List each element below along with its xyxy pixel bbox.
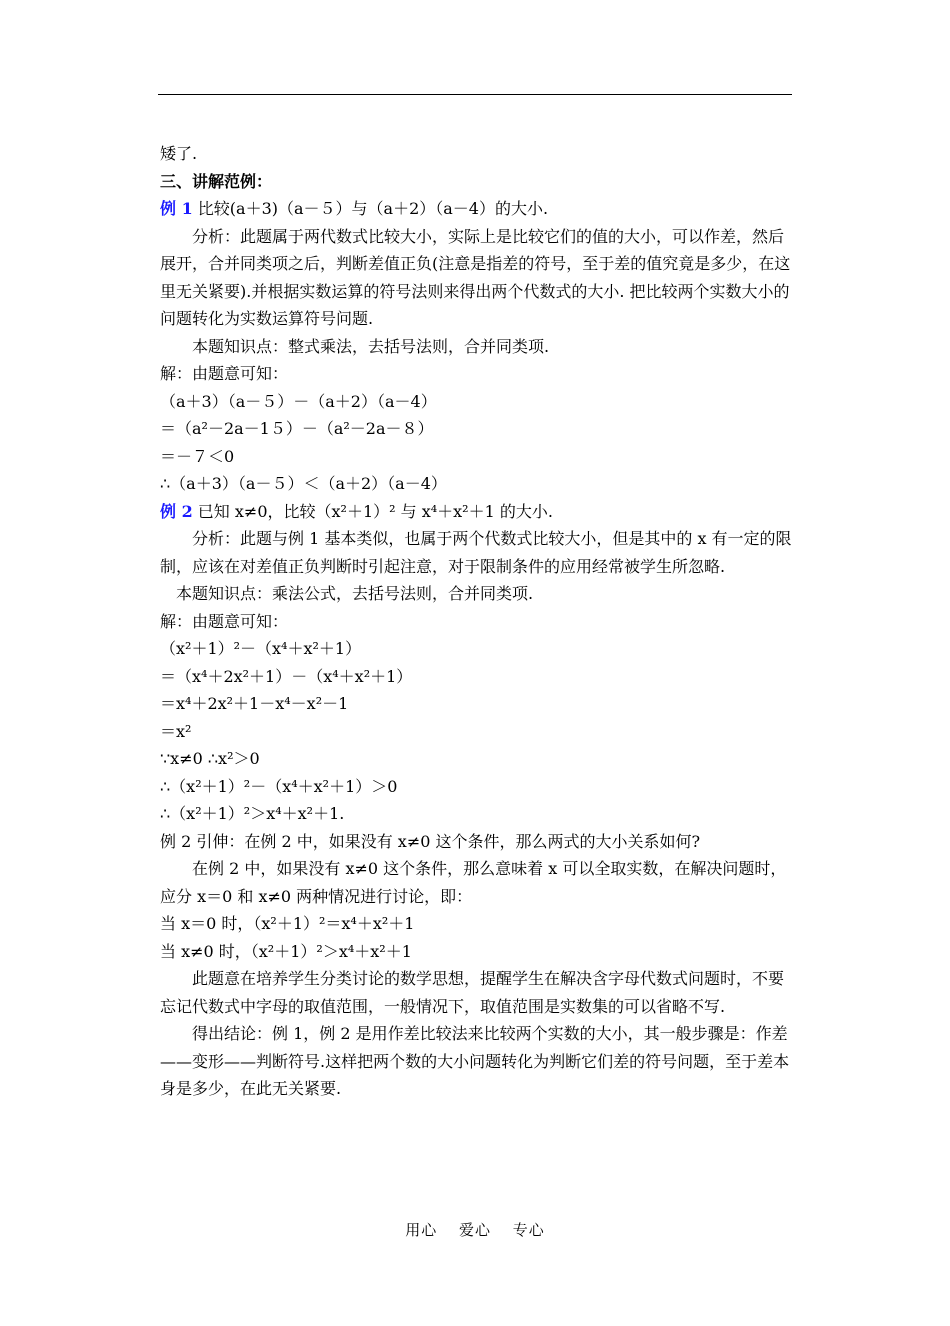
analysis-paragraph: 分析：此题属于两代数式比较大小，实际上是比较它们的值的大小，可以作差，然后展开，合并同类项之后，判断差值正负(注意是指差的符号，至于差的值究竟是多少，在这里无关紧要).并根据实数运算的符号法则来得出两个代数式的大小. 把比较两个实数大小的问题转化为实数运算符号问题.	[160, 226, 791, 328]
math-line: ∴（a＋3）（a－５）＜（a＋2）（a－4）	[160, 474, 447, 493]
section-heading: 三、讲解范例：	[160, 171, 273, 191]
analysis-paragraph: 分析：此题与例 1 基本类似，也属于两个代数式比较大小，但是其中的 x 有一定的限制，应该在对差值正负判断时引起注意，对于限制条件的应用经常被学生所忽略.	[160, 529, 792, 576]
conclusion-paragraph: 得出结论：例 1，例 2 是用作差比较法来比较两个实数的大小，其一般步骤是：作差——变形——判断符号.这样把两个数的大小问题转化为判断它们差的符号问题，至于差本身是多少，在此无关紧要.	[160, 1024, 790, 1098]
math-line: ＝－７＜0	[160, 446, 235, 466]
math-line: ＝x²	[160, 721, 192, 741]
math-line: ∴（x²＋1）²－（x⁴＋x²＋1）＞0	[160, 776, 398, 796]
knowledge-points: 本题知识点：乘法公式，去括号法则，合并同类项.	[176, 584, 534, 603]
example-label: 例 1	[160, 199, 193, 218]
header-rule	[158, 94, 792, 95]
example-label: 例 2	[160, 501, 193, 521]
footer-word: 专心	[512, 1221, 545, 1239]
math-line: ＝（a²－2a－1５）－（a²－2a－８）	[160, 419, 434, 438]
case-line: 当 x≠0 时，（x²＋1）²＞x⁴＋x²＋1	[160, 941, 412, 961]
case-line: 当 x＝0 时，（x²＋1）²＝x⁴＋x²＋1	[160, 914, 415, 933]
math-line: （a＋3）（a－５）－（a＋2）（a－4）	[160, 391, 437, 411]
document-body	[160, 140, 792, 1103]
math-line: （x²＋1）²－（x⁴＋x²＋1）	[160, 639, 362, 658]
example-text: 已知 x≠0，比较（x²＋1）² 与 x⁴＋x²＋1 的大小.	[192, 501, 553, 521]
math-line: ＝（x⁴＋2x²＋1）－（x⁴＋x²＋1）	[160, 666, 413, 686]
example-text: 比较(a＋3)（a－５）与（a＋2）（a－4）的大小.	[192, 199, 549, 218]
page-footer	[0, 1219, 950, 1240]
example-2-statement	[160, 498, 792, 526]
footer-word: 爱心	[458, 1221, 491, 1239]
math-line: ∴（x²＋1）²＞x⁴＋x²＋1.	[160, 804, 345, 823]
text-line: 矮了.	[160, 144, 198, 163]
extension-paragraph: 在例 2 中，如果没有 x≠0 这个条件，那么意味着 x 可以全取实数，在解决问题时，应分 x＝0 和 x≠0 两种情况进行讨论，即：	[160, 859, 787, 906]
solution-intro: 解：由题意可知：	[160, 364, 289, 383]
discussion-paragraph: 此题意在培养学生分类讨论的数学思想，提醒学生在解决含字母代数式问题时，不要忘记代数式中字母的取值范围，一般情况下，取值范围是实数集的可以省略不写.	[160, 969, 785, 1016]
math-line: ＝x⁴＋2x²＋1－x⁴－x²－1	[160, 694, 349, 713]
knowledge-points: 本题知识点：整式乘法，去括号法则，合并同类项.	[192, 336, 550, 356]
extension-question: 例 2 引伸：在例 2 中，如果没有 x≠0 这个条件，那么两式的大小关系如何?	[160, 831, 701, 851]
math-line: ∵x≠0 ∴x²＞0	[160, 749, 260, 768]
example-1-statement	[160, 195, 792, 223]
footer-word: 用心	[405, 1221, 438, 1239]
solution-intro: 解：由题意可知：	[160, 611, 289, 631]
